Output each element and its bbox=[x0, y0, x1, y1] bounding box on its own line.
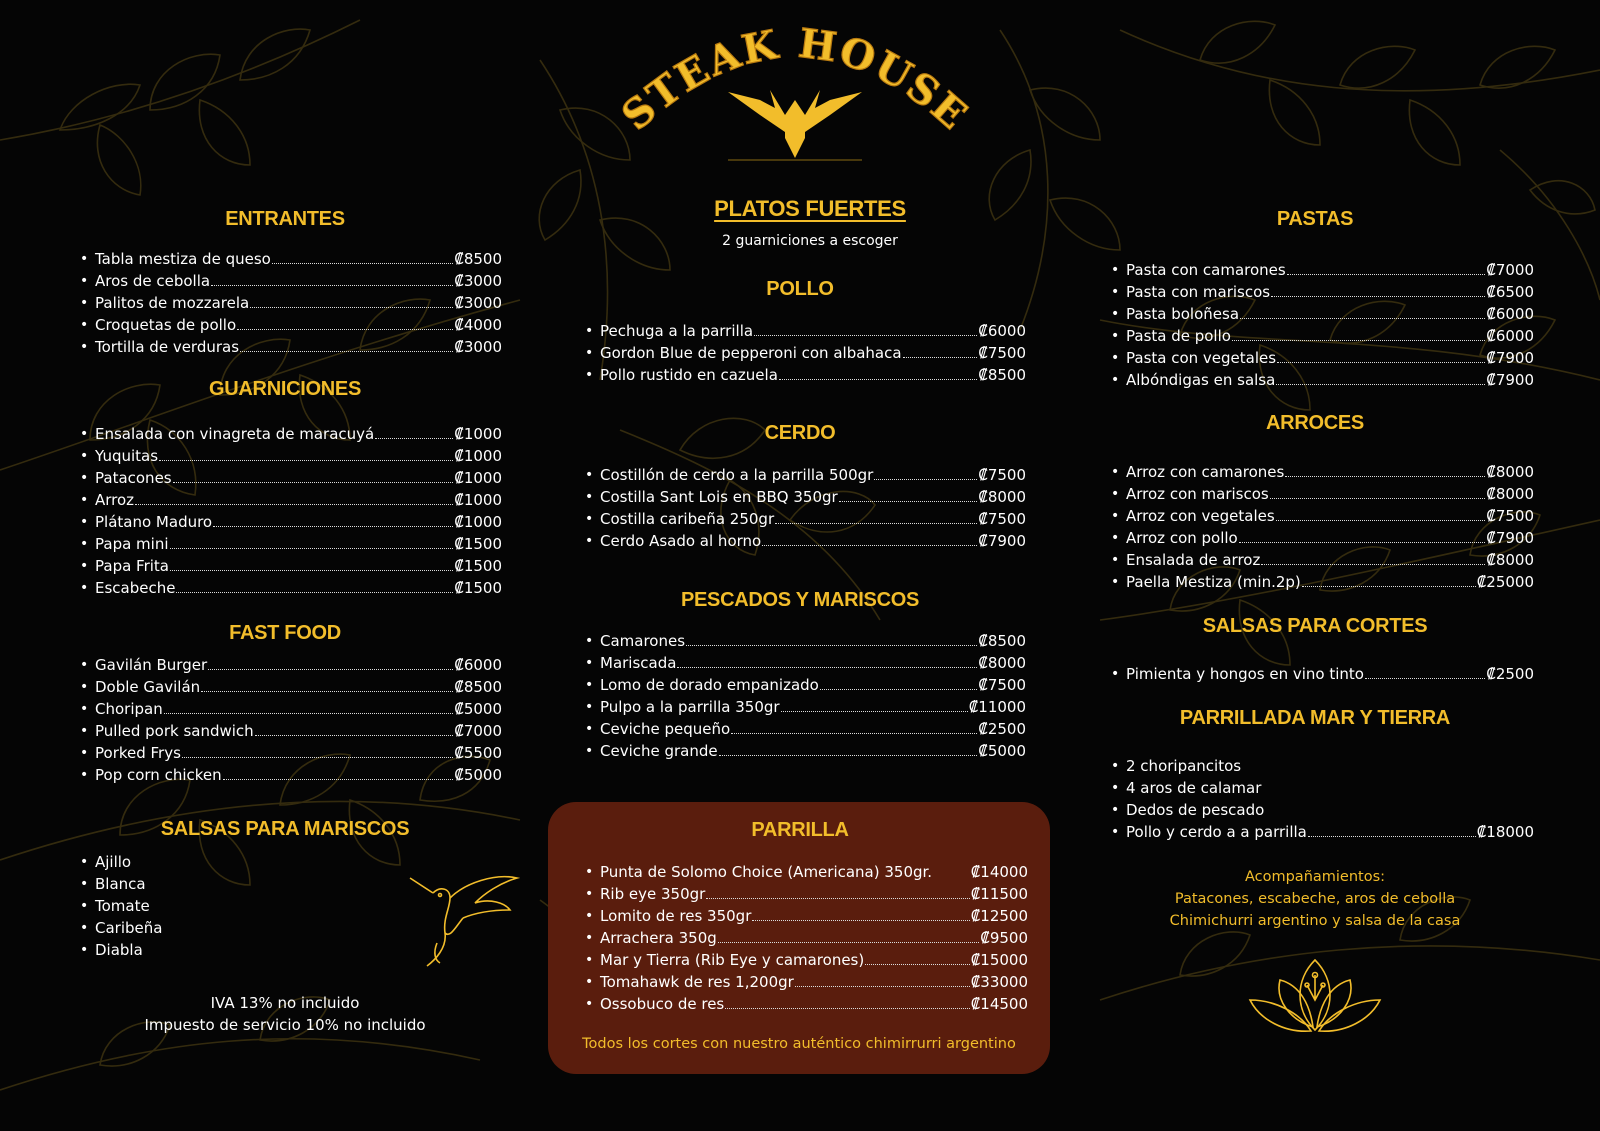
menu-item: • Doble Gavilán ₡8500 bbox=[95, 676, 502, 698]
menu-item: • Arrachera 350g ₡9500 bbox=[600, 927, 1028, 949]
pastas-list bbox=[1126, 259, 1534, 391]
menu-item: • Pasta boloñesa ₡6000 bbox=[1126, 303, 1534, 325]
menu-item: • Punta de Solomo Choice (Americana) 350gr. ₡14000 bbox=[600, 861, 1028, 883]
hummingbird-icon bbox=[405, 868, 520, 968]
menu-item: • Tomate bbox=[95, 895, 295, 917]
menu-item: • Aros de cebolla ₡3000 bbox=[95, 270, 502, 292]
menu-item: • Pollo y cerdo a a parrilla ₡18000 bbox=[1126, 821, 1534, 843]
section-title-parrilla: PARRILLA bbox=[751, 819, 849, 841]
menu-item: • Costilla Sant Lois en BBQ 350gr ₡8000 bbox=[600, 486, 1026, 508]
menu-item: • Patacones ₡1000 bbox=[95, 467, 502, 489]
menu-item: • Ceviche pequeño ₡2500 bbox=[600, 718, 1026, 740]
menu-item: • Yuquitas ₡1000 bbox=[95, 445, 502, 467]
menu-item: • Escabeche ₡1500 bbox=[95, 577, 502, 599]
menu-item: • Tabla mestiza de queso ₡8500 bbox=[95, 248, 502, 270]
menu-item: • Pasta con vegetales ₡7900 bbox=[1126, 347, 1534, 369]
menu-item: • Caribeña bbox=[95, 917, 295, 939]
acompanamientos-title: Acompañamientos: bbox=[1244, 869, 1386, 885]
menu-item: • Pechuga a la parrilla ₡6000 bbox=[600, 320, 1026, 342]
section-title-pollo: POLLO bbox=[766, 278, 834, 300]
arroces-list bbox=[1126, 461, 1534, 593]
acompanamientos-line: Patacones, escabeche, aros de cebolla bbox=[1174, 891, 1456, 907]
menu-item: • Arroz ₡1000 bbox=[95, 489, 502, 511]
menu-item: • Pollo rustido en cazuela ₡8500 bbox=[600, 364, 1026, 386]
section-title-salsas-cortes: SALSAS PARA CORTES bbox=[1202, 615, 1428, 637]
menu-item: • Mar y Tierra (Rib Eye y camarones) ₡15000 bbox=[600, 949, 1028, 971]
section-title-platos-fuertes: PLATOS FUERTES bbox=[714, 196, 906, 221]
menu-item: • Lomito de res 350gr ₡12500 bbox=[600, 905, 1028, 927]
parrilla-list bbox=[600, 861, 1028, 1015]
parrillada-list bbox=[1126, 755, 1534, 843]
menu-item: • Ajillo bbox=[95, 851, 295, 873]
acompanamientos-line: Chimichurri argentino y salsa de la casa bbox=[1169, 913, 1461, 929]
menu-item: • Papa Frita ₡1500 bbox=[95, 555, 502, 577]
menu-item: • Plátano Maduro ₡1000 bbox=[95, 511, 502, 533]
menu-item: • Pasta con camarones ₡7000 bbox=[1126, 259, 1534, 281]
menu-item: • Costilla caribeña 250gr ₡7500 bbox=[600, 508, 1026, 530]
menu-item: • Arroz con camarones ₡8000 bbox=[1126, 461, 1534, 483]
entrantes-list bbox=[95, 248, 502, 358]
menu-item: • Dedos de pescado bbox=[1126, 799, 1534, 821]
brand-name: STEAK HOUSE bbox=[612, 20, 978, 140]
parrilla-note: Todos los cortes con nuestro auténtico chimirrurri argentino bbox=[582, 1036, 1016, 1052]
section-title-pastas: PASTAS bbox=[1276, 208, 1354, 230]
section-title-guarniciones: GUARNICIONES bbox=[209, 378, 361, 400]
fast-food-list bbox=[95, 654, 502, 786]
section-title-parrillada: PARRILLADA MAR Y TIERRA bbox=[1179, 707, 1451, 729]
menu-item: • Diabla bbox=[95, 939, 295, 961]
menu-item: • Gordon Blue de pepperoni con albahaca ₡7500 bbox=[600, 342, 1026, 364]
menu-item: • Pasta de pollo ₡6000 bbox=[1126, 325, 1534, 347]
menu-item: • Tortilla de verduras ₡3000 bbox=[95, 336, 502, 358]
guarniciones-list bbox=[95, 423, 502, 599]
menu-item: • Ossobuco de res ₡14500 bbox=[600, 993, 1028, 1015]
menu-item: • Porked Frys ₡5500 bbox=[95, 742, 502, 764]
menu-item: • Pulled pork sandwich ₡7000 bbox=[95, 720, 502, 742]
steak-house-logo bbox=[610, 20, 980, 170]
menu-item: • Cerdo Asado al horno ₡7900 bbox=[600, 530, 1026, 552]
section-title-arroces: ARROCES bbox=[1266, 412, 1364, 434]
section-title-salsas-mariscos: SALSAS PARA MARISCOS bbox=[160, 818, 410, 840]
menu-item: • Pimienta y hongos en vino tinto ₡2500 bbox=[1126, 663, 1534, 685]
menu-item: • Lomo de dorado empanizado ₡7500 bbox=[600, 674, 1026, 696]
menu-item: • Costillón de cerdo a la parrilla 500gr ₡7500 bbox=[600, 464, 1026, 486]
section-title-cerdo: CERDO bbox=[764, 422, 836, 444]
menu-item: • Arroz con pollo ₡7900 bbox=[1126, 527, 1534, 549]
lotus-icon bbox=[1245, 955, 1385, 1045]
menu-item: • 2 choripancitos bbox=[1126, 755, 1534, 777]
menu-item: • Pulpo a la parrilla 350gr ₡11000 bbox=[600, 696, 1026, 718]
acompanamientos bbox=[1115, 866, 1515, 932]
menu-item: • Blanca bbox=[95, 873, 295, 895]
pescados-list bbox=[600, 630, 1026, 762]
menu-item: • Arroz con mariscos ₡8000 bbox=[1126, 483, 1534, 505]
menu-item: • Gavilán Burger ₡6000 bbox=[95, 654, 502, 676]
section-title-entrantes: ENTRANTES bbox=[225, 208, 345, 230]
section-title-fast-food: FAST FOOD bbox=[229, 622, 341, 644]
menu-item: • Albóndigas en salsa ₡7900 bbox=[1126, 369, 1534, 391]
menu-item: • Ensalada con vinagreta de maracuyá ₡1000 bbox=[95, 423, 502, 445]
menu-item: • Arroz con vegetales ₡7500 bbox=[1126, 505, 1534, 527]
menu-item: • Tomahawk de res 1,200gr ₡33000 bbox=[600, 971, 1028, 993]
menu-item: • Paella Mestiza (min.2p) ₡25000 bbox=[1126, 571, 1534, 593]
pollo-list bbox=[600, 320, 1026, 386]
menu-item: • Choripan ₡5000 bbox=[95, 698, 502, 720]
menu-item: • Ensalada de arroz ₡8000 bbox=[1126, 549, 1534, 571]
menu-item: • Pop corn chicken ₡5000 bbox=[95, 764, 502, 786]
salsas-cortes-list bbox=[1126, 663, 1534, 685]
platos-fuertes-subtitle: 2 guarniciones a escoger bbox=[722, 233, 898, 249]
menu-item: • Palitos de mozzarela ₡3000 bbox=[95, 292, 502, 314]
menu-item: • Mariscada ₡8000 bbox=[600, 652, 1026, 674]
salsas-mariscos-list bbox=[95, 851, 295, 961]
cerdo-list bbox=[600, 464, 1026, 552]
tax-notes bbox=[110, 992, 460, 1036]
menu-item: • Ceviche grande ₡5000 bbox=[600, 740, 1026, 762]
menu-item: • Pasta con mariscos ₡6500 bbox=[1126, 281, 1534, 303]
eagle-icon bbox=[728, 90, 862, 158]
menu-item: • Camarones ₡8500 bbox=[600, 630, 1026, 652]
section-title-pescados: PESCADOS Y MARISCOS bbox=[680, 589, 920, 611]
tax-note-servicio: Impuesto de servicio 10% no incluido bbox=[144, 1016, 426, 1034]
menu-item: • 4 aros de calamar bbox=[1126, 777, 1534, 799]
menu-item: • Papa mini ₡1500 bbox=[95, 533, 502, 555]
tax-note-iva: IVA 13% no incluido bbox=[210, 994, 360, 1012]
menu-item: • Rib eye 350gr ₡11500 bbox=[600, 883, 1028, 905]
menu-item: • Croquetas de pollo ₡4000 bbox=[95, 314, 502, 336]
